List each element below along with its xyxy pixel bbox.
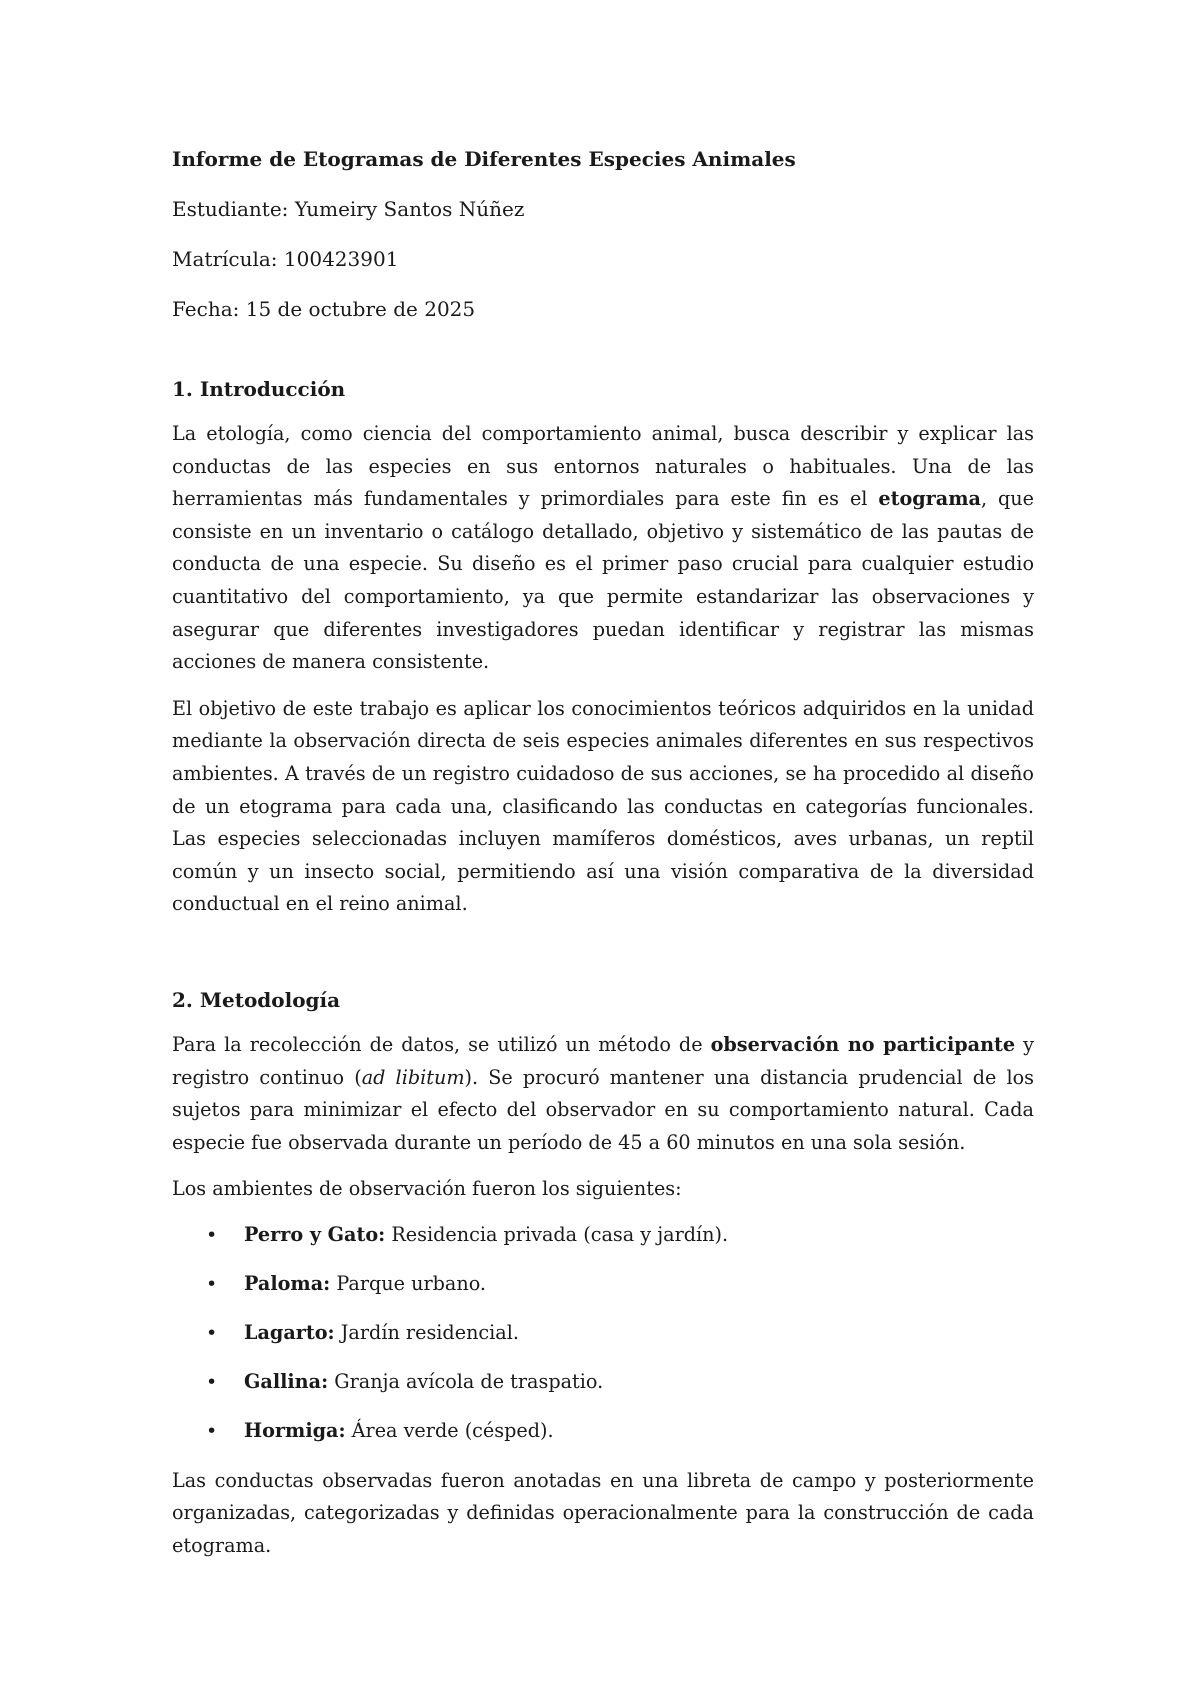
intro-p1-text-a: La etología, como ciencia del comportamiento animal, busca describir y explicar las conductas de las especies en sus entornos naturales o habituales. Una de las herramientas más fundamentales y primordiales para este fin es el: [172, 422, 1034, 511]
env-species: Gallina:: [244, 1369, 329, 1393]
introduction-heading: 1. Introducción: [172, 377, 346, 401]
env-place: Jardín residencial.: [334, 1320, 519, 1344]
bullet-icon: •: [206, 1321, 218, 1344]
bullet-icon: •: [206, 1419, 218, 1442]
intro-p1-bold-term: etograma: [878, 487, 981, 511]
env-species: Perro y Gato:: [244, 1222, 386, 1246]
env-place: Parque urbano.: [330, 1271, 487, 1295]
method-p1-bold-term: observación no participante: [710, 1032, 1016, 1056]
environment-list: [172, 1220, 1034, 1446]
introduction-paragraph-2: El objetivo de este trabajo es aplicar los conocimientos teóricos adquiridos en la unidad mediante la observación directa de seis especies animales diferentes en sus respectivos ambientes. A través de un registro cuidadoso de sus acciones, se ha procedido al diseño de un etograma para cada una, clasificando las conductas en categorías funcionales. Las especies seleccionadas incluyen mamíferos domésticos, aves urbanas, un reptil común y un insecto social, permitiendo así una visión comparativa de la diversidad conductual en el reino animal.: [172, 696, 1034, 916]
introduction-paragraph-1: [172, 418, 1034, 679]
document-page: [172, 140, 1034, 1577]
enrollment-number: Matrícula: 100423901: [172, 247, 399, 271]
student-name: Estudiante: Yumeiry Santos Núñez: [172, 197, 525, 221]
method-p1-text-c: ). Se procuró mantener una distancia prudencial de los sujetos para minimizar el efecto del observador en su comportamiento natural. Cada especie fue observada durante un período de 45 a 60 minutos en una sola sesión.: [172, 1065, 1034, 1154]
list-item: [172, 1318, 1034, 1348]
env-species: Hormiga:: [244, 1418, 346, 1442]
env-place: Área verde (césped).: [345, 1418, 554, 1442]
bullet-icon: •: [206, 1223, 218, 1246]
method-p1-text-b: y registro continuo (: [172, 1032, 1034, 1089]
list-item: [172, 1416, 1034, 1446]
methodology-paragraph-2: Los ambientes de observación fueron los siguientes:: [172, 1177, 682, 1201]
list-item: [172, 1367, 1034, 1397]
bullet-icon: •: [206, 1272, 218, 1295]
env-place: Residencia privada (casa y jardín).: [385, 1222, 729, 1246]
report-date: Fecha: 15 de octubre de 2025: [172, 297, 476, 321]
intro-p1-text-b: , que consiste en un inventario o catálogo detallado, objetivo y sistemático de las pautas de conducta de una especie. Su diseño es el primer paso crucial para cualquier estudio cuantitativo del comportamiento, ya que permite estandarizar las observaciones y asegurar que diferentes investigadores puedan identificar y registrar las mismas acciones de manera consistente.: [172, 487, 1034, 674]
method-p1-italic-term: ad libitum: [361, 1065, 465, 1089]
env-place: Granja avícola de traspatio.: [328, 1369, 604, 1393]
methodology-paragraph-1: [172, 1029, 1034, 1159]
env-species: Paloma:: [244, 1271, 331, 1295]
method-p1-text-a: Para la recolección de datos, se utilizó un método de: [172, 1032, 711, 1056]
methodology-paragraph-3: Las conductas observadas fueron anotadas en una libreta de campo y posteriormente organizadas, categorizadas y definidas operacionalmente para la construcción de cada etograma.: [172, 1468, 1034, 1558]
list-item: [172, 1220, 1034, 1250]
methodology-heading: 2. Metodología: [172, 987, 341, 1012]
list-item: [172, 1269, 1034, 1299]
bullet-icon: •: [206, 1370, 218, 1393]
env-species: Lagarto:: [244, 1320, 335, 1344]
report-title: Informe de Etogramas de Diferentes Especies Animales: [172, 147, 796, 171]
